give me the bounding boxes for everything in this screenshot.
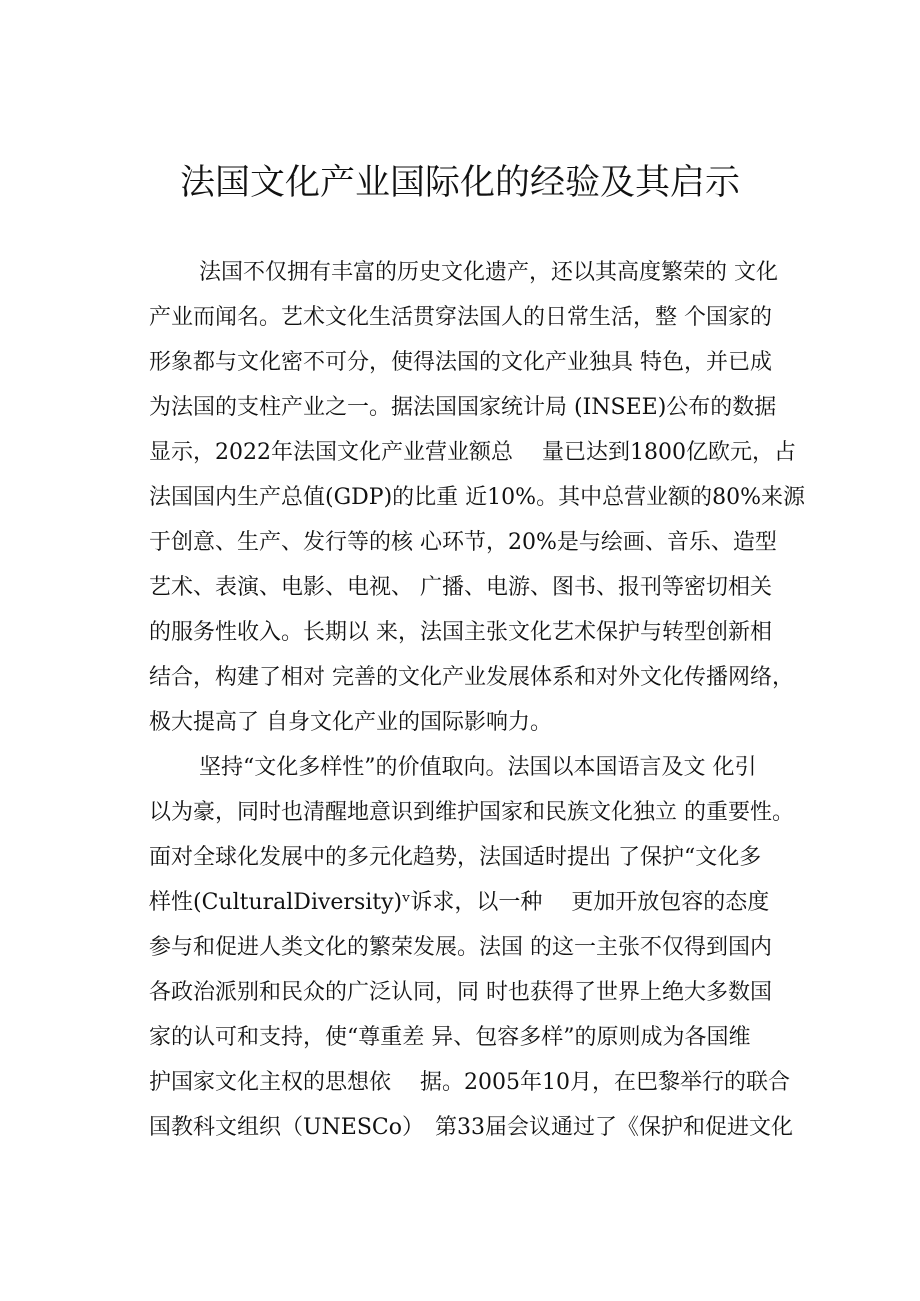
paragraph-1-line: 法国国内生产总值(GDP)的比重 近10%。其中总营业额的80%来源 (149, 485, 805, 510)
paragraph-1-line: 结合，构建了相对 完善的文化产业发展体系和对外文化传播网络， (149, 665, 794, 690)
paragraph-1-line: 产业而闻名。艺术文化生活贯穿法国人的日常生活，整 个国家的 (149, 305, 772, 330)
document-title: 法国文化产业国际化的经验及其启示 (179, 163, 740, 203)
document-body (149, 250, 809, 1150)
paragraph-1-line: 法国不仅拥有丰富的历史文化遗产，还以其高度繁荣的 文化 (199, 260, 778, 285)
paragraph-2-line: 坚持“文化多样性”的价值取向。法国以本国语言及文 化引 (199, 755, 757, 780)
paragraph-1-line: 艺术、表演、电影、电视、 广播、电游、图书、报刊等密切相关 (149, 575, 772, 600)
paragraph-2-line: 面对全球化发展中的多元化趋势，法国适时提出 了保护“文化多 (149, 845, 762, 870)
paragraph-1-line: 的服务性收入。长期以 来，法国主张文化艺术保护与转型创新相 (149, 620, 772, 645)
paragraph-1-line: 为法国的支柱产业之一。据法国国家统计局 (INSEE)公布的数据 (149, 395, 777, 420)
paragraph-1-line: 显示，2022年法国文化产业营业额总 量已达到1800亿欧元，占 (149, 440, 796, 465)
paragraph-1-line: 形象都与文化密不可分，使得法国的文化产业独具 特色，并已成 (149, 350, 772, 375)
paragraph-2-line: 国教科文组织（UNESCo） 第33届会议通过了《保护和促进文化 (149, 1115, 793, 1140)
paragraph-2-line: 家的认可和支持，使“尊重差 异、包容多样”的原则成为各国维 (149, 1025, 751, 1050)
paragraph-1-line: 极大提高了 自身文化产业的国际影响力。 (149, 710, 552, 735)
paragraph-2-line: 各政治派别和民众的广泛认同，同 时也获得了世界上绝大多数国 (149, 980, 772, 1005)
paragraph-1-line: 于创意、生产、发行等的核 心环节，20%是与绘画、音乐、造型 (149, 530, 777, 555)
paragraph-2-line: 以为豪，同时也清醒地意识到维护国家和民族文化独立 的重要性。 (149, 800, 794, 825)
paragraph-2-line: 样性(CulturalDiversity)ᵛ诉求，以一种 更加开放包容的态度 (149, 890, 770, 915)
paragraph-2-line: 护国家文化主权的思想依 据。2005年10月，在巴黎举行的联合 (149, 1070, 790, 1095)
paragraph-2-line: 参与和促进人类文化的繁荣发展。法国 的这一主张不仅得到国内 (149, 935, 772, 960)
